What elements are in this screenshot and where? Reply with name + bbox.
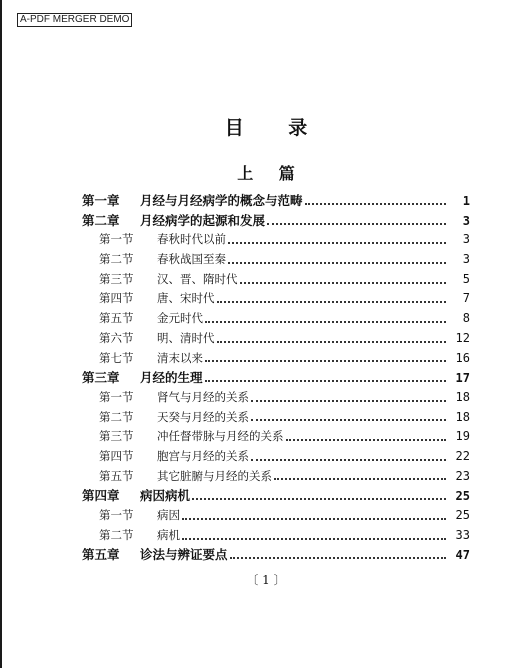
toc-entry-page: 25 (455, 508, 470, 522)
dot-leader (267, 223, 446, 225)
toc-entry-page: 12 (455, 330, 470, 345)
toc-entry-page: 47 (455, 548, 470, 563)
toc-entry-page: 16 (455, 350, 470, 365)
toc-section-entry[interactable] (82, 526, 470, 546)
toc-chapter-entry[interactable] (82, 191, 470, 211)
dot-leader (274, 478, 446, 480)
toc-entry-title: 月经的生理 (140, 370, 203, 386)
toc-entry-number: 第三章 (82, 370, 120, 386)
toc-entry-label (99, 467, 272, 487)
toc-entry-number: 第五节 (99, 311, 134, 326)
toc-entry-number: 第五节 (99, 468, 134, 483)
toc-entry-number: 第七节 (99, 350, 134, 365)
toc-entry-title: 冲任督带脉与月经的关系 (157, 429, 284, 444)
toc-entry-title: 天癸与月经的关系 (157, 409, 249, 424)
dot-leader (217, 341, 447, 343)
toc-entry-number: 第二节 (99, 252, 134, 267)
toc-entry-label (99, 309, 203, 329)
toc-entry-page: 23 (455, 468, 470, 483)
toc-entry-label (82, 211, 265, 231)
dot-leader (305, 203, 446, 205)
toc-entry-title: 金元时代 (157, 311, 203, 326)
toc-entry-page: 7 (462, 291, 470, 306)
toc-entry-label (82, 368, 203, 388)
toc-entry-label (99, 447, 249, 467)
toc-entry-title: 春秋战国至秦 (157, 252, 226, 267)
toc-entry-number: 第一节 (99, 508, 134, 522)
table-of-contents (82, 191, 470, 565)
toc-entry-label (99, 349, 203, 369)
toc-entry-label (99, 250, 226, 270)
toc-chapter-entry[interactable] (82, 368, 470, 388)
toc-entry-number: 第六节 (99, 330, 134, 345)
toc-entry-number: 第二节 (99, 409, 134, 424)
dot-leader (205, 360, 446, 362)
toc-entry-title: 诊法与辨证要点 (140, 547, 228, 563)
toc-section-entry[interactable] (82, 309, 470, 329)
toc-entry-title: 其它脏腑与月经的关系 (157, 468, 272, 483)
toc-entry-number: 第五章 (82, 547, 120, 563)
toc-entry-title: 清末以来 (157, 350, 203, 365)
dot-leader (251, 400, 446, 402)
toc-entry-page: 17 (455, 371, 470, 386)
toc-entry-page: 5 (462, 271, 470, 286)
toc-chapter-entry[interactable] (82, 486, 470, 506)
toc-section-entry[interactable] (82, 447, 470, 467)
dot-leader (286, 439, 447, 441)
toc-chapter-entry[interactable] (82, 545, 470, 565)
dot-leader (251, 419, 446, 421)
toc-entry-page: 18 (455, 389, 470, 404)
section-title: 上 篇 (237, 164, 295, 183)
toc-section-entry[interactable] (82, 388, 470, 408)
toc-entry-page: 8 (462, 311, 470, 326)
toc-entry-label (99, 230, 226, 250)
toc-entry-label (99, 388, 249, 408)
toc-entry-number: 第一节 (99, 232, 134, 247)
toc-entry-title: 春秋时代以前 (157, 232, 226, 247)
dot-leader (251, 459, 446, 461)
toc-entry-label (99, 329, 215, 349)
toc-entry-number: 第三节 (99, 271, 134, 286)
toc-entry-title: 病机 (157, 527, 180, 542)
dot-leader (205, 380, 446, 382)
dot-leader (205, 321, 446, 323)
toc-section-entry[interactable] (82, 349, 470, 369)
toc-entry-label (99, 526, 180, 546)
page-title: 目 录 (224, 117, 308, 139)
toc-entry-title: 胞宫与月经的关系 (157, 448, 249, 463)
toc-entry-number: 第四章 (82, 488, 120, 504)
toc-section-entry[interactable] (82, 250, 470, 270)
page-edge (0, 0, 2, 668)
toc-entry-title: 月经病学的起源和发展 (140, 212, 266, 228)
toc-section-entry[interactable] (82, 230, 470, 250)
dot-leader (217, 301, 447, 303)
dot-leader (182, 518, 446, 520)
toc-entry-number: 第二章 (82, 212, 120, 228)
toc-chapter-entry[interactable] (82, 211, 470, 231)
toc-entry-number: 第三节 (99, 429, 134, 444)
toc-section-entry[interactable] (82, 289, 470, 309)
toc-entry-label (99, 270, 238, 290)
toc-section-entry[interactable] (82, 270, 470, 290)
toc-entry-page: 25 (455, 489, 470, 504)
dot-leader (182, 538, 446, 540)
dot-leader (228, 262, 446, 264)
toc-entry-page: 22 (455, 448, 470, 463)
toc-entry-number: 第一章 (82, 193, 120, 208)
toc-entry-title: 肾气与月经的关系 (157, 389, 249, 404)
toc-entry-title: 唐、宋时代 (157, 291, 215, 306)
toc-entry-label (99, 427, 284, 447)
dot-leader (240, 282, 447, 284)
toc-section-entry[interactable] (82, 506, 470, 526)
toc-entry-page: 1 (462, 194, 470, 208)
toc-entry-title: 汉、晋、隋时代 (157, 271, 238, 286)
toc-entry-title: 病因 (157, 508, 180, 522)
toc-entry-title: 月经与月经病学的概念与范畴 (140, 193, 303, 208)
toc-entry-page: 19 (455, 429, 470, 444)
toc-entry-label (99, 289, 215, 309)
toc-entry-number: 第四节 (99, 291, 134, 306)
toc-entry-title: 病因病机 (140, 488, 191, 504)
toc-entry-number: 第二节 (99, 527, 134, 542)
dot-leader (192, 498, 446, 500)
toc-entry-page: 3 (462, 252, 470, 267)
toc-entry-page: 3 (462, 213, 470, 228)
toc-entry-page: 18 (455, 409, 470, 424)
toc-entry-title: 明、清时代 (157, 330, 215, 345)
toc-entry-number: 第一节 (99, 389, 134, 404)
toc-entry-page: 3 (462, 232, 470, 247)
toc-section-entry[interactable] (82, 427, 470, 447)
toc-section-entry[interactable] (82, 329, 470, 349)
watermark-label: A-PDF MERGER DEMO (17, 13, 132, 27)
dot-leader (230, 557, 446, 559)
dot-leader (228, 242, 446, 244)
toc-entry-label (99, 408, 249, 428)
toc-entry-page: 33 (455, 527, 470, 542)
page-number: 〔 1 〕 (246, 573, 286, 587)
toc-section-entry[interactable] (82, 408, 470, 428)
toc-section-entry[interactable] (82, 467, 470, 487)
toc-entry-number: 第四节 (99, 448, 134, 463)
toc-entry-label (82, 191, 303, 211)
toc-entry-label (99, 506, 180, 526)
toc-entry-label (82, 545, 228, 565)
toc-entry-label (82, 486, 190, 506)
